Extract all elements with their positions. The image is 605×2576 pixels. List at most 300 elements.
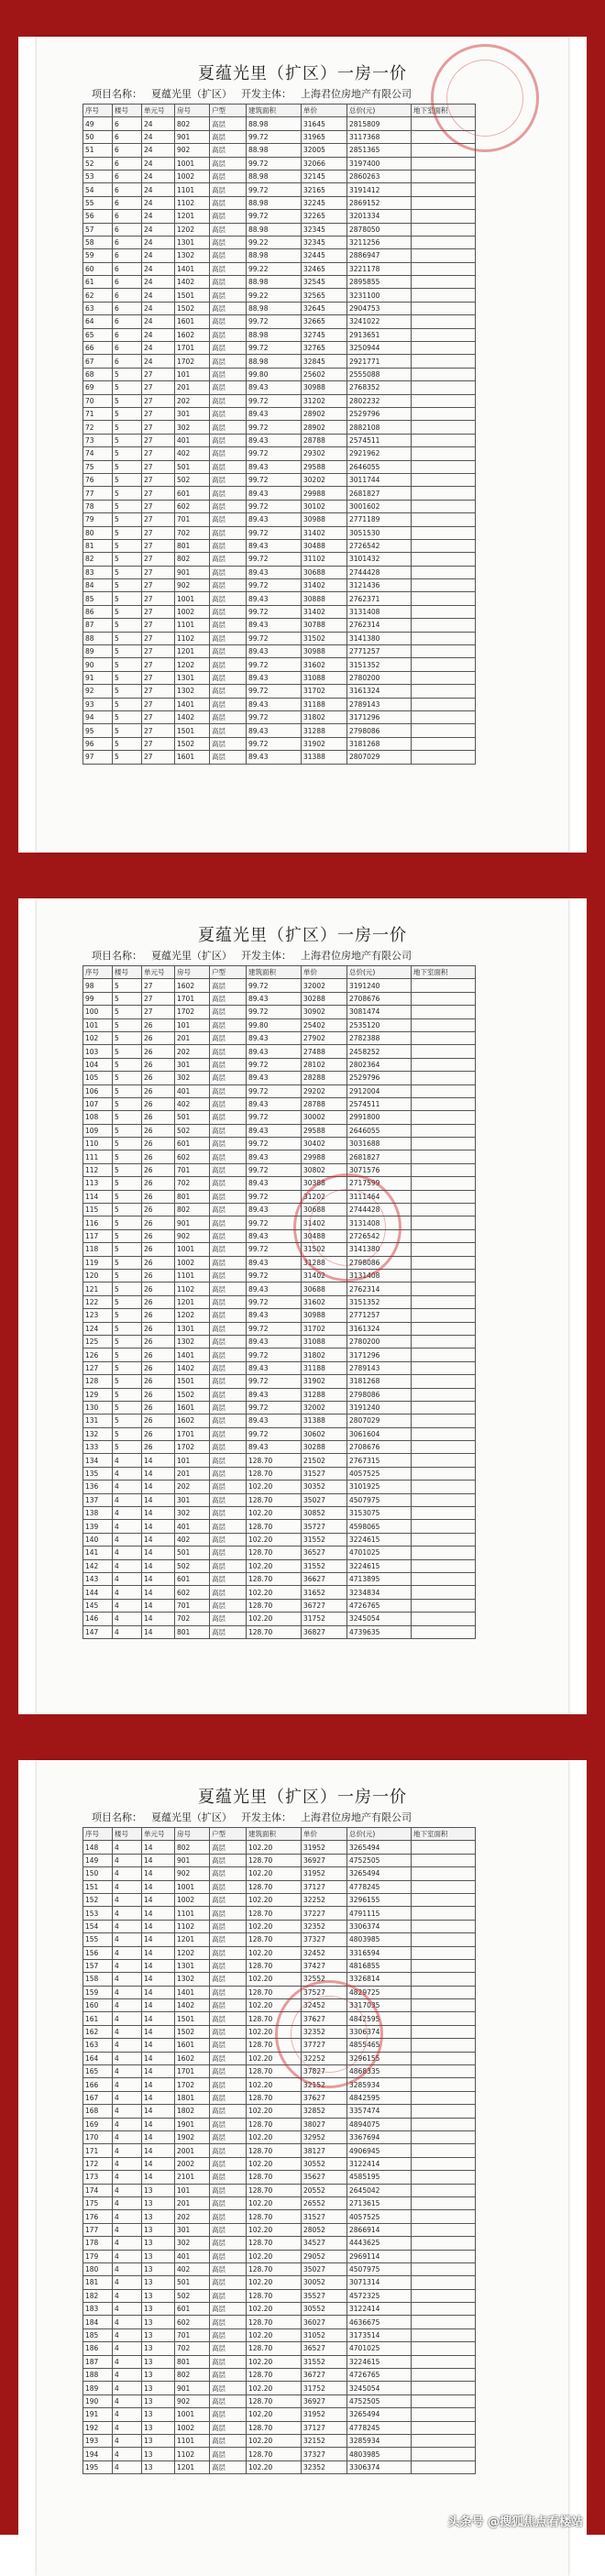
table-cell: [412, 2144, 476, 2157]
table-cell: 14: [142, 1493, 175, 1506]
table-cell: 31388: [302, 751, 347, 764]
table-cell: 27902: [302, 1031, 347, 1044]
table-row: [83, 1190, 476, 1203]
table-cell: 31288: [302, 1256, 347, 1269]
table-cell: 高层: [210, 460, 247, 473]
table-cell: 701: [175, 1163, 210, 1176]
table-cell: [412, 1481, 476, 1493]
table-cell: 161: [83, 2012, 113, 2025]
table-cell: 1501: [175, 289, 210, 302]
table-cell: 102.20: [247, 2223, 302, 2236]
table-cell: 3231100: [347, 289, 412, 302]
table-cell: 2767315: [347, 1454, 412, 1467]
table-row: [83, 992, 476, 1005]
table-cell: 102.20: [247, 2078, 302, 2091]
table-cell: 702: [175, 2342, 210, 2355]
table-cell: [412, 1138, 476, 1150]
table-cell: 高层: [210, 1295, 247, 1308]
table-cell: 3101432: [347, 553, 412, 566]
table-cell: 602: [175, 1586, 210, 1599]
table-cell: 99.72: [247, 979, 302, 992]
table-row: [83, 473, 476, 486]
table-row: [83, 2091, 476, 2104]
table-cell: 24: [142, 210, 175, 223]
table-cell: 165: [83, 2065, 113, 2078]
table-cell: [412, 157, 476, 170]
table-cell: 4894075: [347, 2118, 412, 2130]
table-cell: 122: [83, 1295, 113, 1308]
table-cell: 26: [142, 1243, 175, 1256]
table-cell: 102.20: [247, 2052, 302, 2064]
table-cell: 99.72: [247, 1269, 302, 1282]
table-cell: 1102: [175, 1282, 210, 1295]
table-cell: 128.70: [247, 1625, 302, 1638]
table-cell: 14: [142, 1867, 175, 1880]
table-row: [83, 1031, 476, 1044]
table-cell: 1201: [175, 2460, 210, 2473]
table-cell: 802: [175, 117, 210, 130]
table-cell: 29988: [302, 487, 347, 500]
table-cell: 31652: [302, 1586, 347, 1599]
table-cell: 2913651: [347, 328, 412, 341]
table-cell: 3285934: [347, 2434, 412, 2447]
table-row: [83, 394, 476, 407]
table-cell: 30988: [302, 513, 347, 526]
table-cell: 82: [83, 553, 113, 566]
table-cell: 高层: [210, 421, 247, 434]
table-cell: 101: [175, 368, 210, 380]
table-cell: 116: [83, 1216, 113, 1229]
table-cell: 89.43: [247, 698, 302, 710]
table-cell: [412, 407, 476, 420]
table-row: [83, 302, 476, 314]
table-cell: 91: [83, 671, 113, 684]
table-cell: [412, 1006, 476, 1018]
table-cell: 32005: [302, 144, 347, 157]
table-cell: 高层: [210, 2262, 247, 2275]
table-row: [83, 1441, 476, 1454]
table-row: [83, 2303, 476, 2316]
table-cell: 127: [83, 1361, 113, 1374]
table-cell: 高层: [210, 1973, 247, 1986]
table-cell: 901: [175, 1854, 210, 1866]
table-cell: 14: [142, 2065, 175, 2078]
table-cell: 2969114: [347, 2250, 412, 2262]
table-cell: 602: [175, 500, 210, 512]
table-cell: 高层: [210, 223, 247, 236]
table-cell: 802: [175, 553, 210, 566]
table-cell: [412, 2316, 476, 2328]
table-cell: 802: [175, 2369, 210, 2382]
table-cell: [412, 1493, 476, 1506]
table-cell: 24: [142, 355, 175, 368]
column-header: 建筑面积: [247, 105, 302, 117]
table-cell: 4: [113, 1481, 142, 1493]
table-cell: 128.70: [247, 2012, 302, 2025]
table-cell: 27: [142, 724, 175, 737]
table-cell: 3181268: [347, 737, 412, 750]
table-cell: 13: [142, 2250, 175, 2262]
table-cell: 5: [113, 579, 142, 592]
table-cell: 高层: [210, 2196, 247, 2209]
table-cell: 32252: [302, 2052, 347, 2064]
table-cell: [412, 1388, 476, 1401]
table-cell: [412, 1229, 476, 1242]
table-cell: 高层: [210, 1216, 247, 1229]
table-cell: 27: [142, 698, 175, 710]
table-cell: 26: [142, 1018, 175, 1031]
table-row: [83, 328, 476, 341]
table-cell: 5: [113, 592, 142, 605]
table-row: [83, 2210, 476, 2223]
table-cell: 高层: [210, 1309, 247, 1322]
table-cell: [412, 223, 476, 236]
table-cell: [412, 658, 476, 671]
table-cell: 902: [175, 2394, 210, 2407]
table-cell: 14: [142, 1854, 175, 1866]
table-cell: 37827: [302, 2065, 347, 2078]
table-cell: [412, 992, 476, 1005]
table-cell: 73: [83, 434, 113, 446]
table-cell: 3191240: [347, 979, 412, 992]
table-cell: [412, 1586, 476, 1599]
table-cell: 31402: [302, 1269, 347, 1282]
table-cell: 5: [113, 1229, 142, 1242]
table-cell: 81: [83, 539, 113, 552]
table-cell: 2726542: [347, 539, 412, 552]
table-cell: 601: [175, 1138, 210, 1150]
table-cell: 2002: [175, 2157, 210, 2170]
table-cell: 高层: [210, 751, 247, 764]
table-cell: 14: [142, 2130, 175, 2143]
table-cell: 61: [83, 276, 113, 289]
table-cell: 102.20: [247, 2025, 302, 2038]
table-cell: 802: [175, 1204, 210, 1216]
table-cell: 141: [83, 1547, 113, 1559]
table-cell: 1101: [175, 2434, 210, 2447]
table-cell: [412, 1867, 476, 1880]
table-cell: 89.43: [247, 1441, 302, 1454]
table-cell: 152: [83, 1893, 113, 1906]
table-row: [83, 368, 476, 380]
table-cell: 27: [142, 553, 175, 566]
table-cell: 31902: [302, 737, 347, 750]
table-cell: 1302: [175, 1973, 210, 1986]
table-cell: 128.70: [247, 2262, 302, 2275]
table-cell: 30988: [302, 381, 347, 394]
table-cell: 5: [113, 992, 142, 1005]
table-cell: [412, 473, 476, 486]
table-cell: 51: [83, 144, 113, 157]
table-cell: 26: [142, 1163, 175, 1176]
document-page: [37, 898, 568, 1714]
table-cell: [412, 2012, 476, 2025]
table-cell: 3151352: [347, 658, 412, 671]
table-cell: 高层: [210, 394, 247, 407]
table-cell: 502: [175, 2289, 210, 2302]
table-cell: 3296155: [347, 1893, 412, 1906]
table-cell: 89.43: [247, 1072, 302, 1084]
table-cell: 58: [83, 236, 113, 248]
table-cell: 801: [175, 1625, 210, 1638]
table-cell: 28288: [302, 1072, 347, 1084]
table-cell: 高层: [210, 1547, 247, 1559]
table-cell: 高层: [210, 1058, 247, 1071]
table-cell: [412, 144, 476, 157]
table-cell: 4057525: [347, 2210, 412, 2223]
table-cell: [412, 2091, 476, 2104]
table-cell: 30688: [302, 1204, 347, 1216]
table-cell: 高层: [210, 592, 247, 605]
column-header: 楼号: [113, 1828, 142, 1841]
table-cell: 高层: [210, 2328, 247, 2341]
table-cell: 102.20: [247, 2460, 302, 2473]
table-cell: 高层: [210, 671, 247, 684]
table-cell: 高层: [210, 1084, 247, 1097]
table-cell: 1002: [175, 605, 210, 618]
table-cell: 89.43: [247, 1335, 302, 1348]
table-cell: 142: [83, 1559, 113, 1572]
table-cell: 14: [142, 1841, 175, 1854]
table-row: [83, 1256, 476, 1269]
table-cell: 72: [83, 421, 113, 434]
table-cell: 102.20: [247, 2105, 302, 2118]
table-cell: 99.72: [247, 1427, 302, 1440]
table-cell: 32002: [302, 1401, 347, 1414]
table-cell: 32565: [302, 289, 347, 302]
table-row: [83, 1229, 476, 1242]
table-cell: 5: [113, 1401, 142, 1414]
table-row: [83, 500, 476, 512]
table-cell: 31052: [302, 2328, 347, 2341]
table-cell: [412, 751, 476, 764]
table-cell: 174: [83, 2184, 113, 2196]
table-cell: 30552: [302, 2303, 347, 2316]
table-cell: 99.72: [247, 157, 302, 170]
table-cell: 103: [83, 1045, 113, 1058]
column-header: 建筑面积: [247, 966, 302, 979]
table-cell: 1802: [175, 2105, 210, 2118]
table-cell: [412, 2369, 476, 2382]
table-cell: [412, 1124, 476, 1137]
table-cell: 高层: [210, 210, 247, 223]
table-cell: [412, 1999, 476, 2012]
table-cell: 89.43: [247, 1177, 302, 1190]
table-cell: 4572325: [347, 2289, 412, 2302]
table-cell: 89.43: [247, 645, 302, 658]
project-info-developer-label: 开发主体：: [241, 1811, 292, 1823]
table-cell: 30688: [302, 1282, 347, 1295]
table-cell: 1202: [175, 1309, 210, 1322]
table-cell: 89.43: [247, 1256, 302, 1269]
table-cell: 88.98: [247, 302, 302, 314]
table-cell: 189: [83, 2382, 113, 2394]
table-cell: 1301: [175, 1322, 210, 1335]
table-cell: 高层: [210, 1072, 247, 1084]
table-cell: 5: [113, 685, 142, 698]
table-cell: 67: [83, 355, 113, 368]
table-cell: 高层: [210, 1243, 247, 1256]
table-cell: 6: [113, 117, 142, 130]
table-cell: 4: [113, 1841, 142, 1854]
project-info-project-label: 项目名称：: [92, 1811, 142, 1823]
table-cell: 3285934: [347, 2078, 412, 2091]
project-info: [92, 948, 568, 962]
table-cell: 29588: [302, 1124, 347, 1137]
table-cell: 高层: [210, 236, 247, 248]
table-cell: 32252: [302, 1893, 347, 1906]
table-row: [83, 1072, 476, 1084]
table-cell: 高层: [210, 1190, 247, 1203]
table-cell: [412, 1309, 476, 1322]
table-cell: 高层: [210, 1893, 247, 1906]
table-cell: 高层: [210, 1454, 247, 1467]
table-cell: 3131408: [347, 1216, 412, 1229]
table-cell: 102.20: [247, 1999, 302, 2012]
table-cell: 1502: [175, 302, 210, 314]
table-row: [83, 117, 476, 130]
table-cell: 30002: [302, 1111, 347, 1124]
table-row: [83, 1586, 476, 1599]
table-row: [83, 1986, 476, 1998]
table-cell: 高层: [210, 1335, 247, 1348]
table-cell: 202: [175, 394, 210, 407]
table-cell: 602: [175, 1150, 210, 1163]
table-cell: 1601: [175, 315, 210, 328]
table-cell: 高层: [210, 2012, 247, 2025]
table-cell: 26: [142, 1256, 175, 1269]
table-cell: [412, 710, 476, 723]
table-cell: 14: [142, 1599, 175, 1612]
table-cell: 31602: [302, 1295, 347, 1308]
table-cell: 3011744: [347, 473, 412, 486]
column-header: 地下室面积: [412, 105, 476, 117]
table-cell: [412, 724, 476, 737]
table-cell: 5: [113, 737, 142, 750]
table-cell: [412, 1216, 476, 1229]
table-cell: 108: [83, 1111, 113, 1124]
table-cell: 27: [142, 473, 175, 486]
table-cell: [412, 2328, 476, 2341]
table-row: [83, 1880, 476, 1893]
table-cell: 4: [113, 2223, 142, 2236]
table-cell: 76: [83, 473, 113, 486]
table-cell: [412, 1599, 476, 1612]
table-cell: 153: [83, 1907, 113, 1920]
table-cell: [412, 1204, 476, 1216]
table-cell: 30988: [302, 1309, 347, 1322]
table-cell: 1401: [175, 698, 210, 710]
table-cell: 128.70: [247, 1854, 302, 1866]
table-cell: 高层: [210, 2118, 247, 2130]
table-cell: 高层: [210, 1427, 247, 1440]
table-cell: 21502: [302, 1454, 347, 1467]
table-cell: 99.72: [247, 473, 302, 486]
table-cell: 4: [113, 1572, 142, 1585]
table-cell: 2815809: [347, 117, 412, 130]
table-cell: 128.70: [247, 1467, 302, 1480]
table-cell: 13: [142, 2382, 175, 2394]
table-cell: 高层: [210, 2276, 247, 2289]
table-cell: 88.98: [247, 276, 302, 289]
table-cell: 24: [142, 342, 175, 355]
table-cell: 高层: [210, 2421, 247, 2434]
table-cell: 27488: [302, 1045, 347, 1058]
table-cell: 2458252: [347, 1045, 412, 1058]
table-cell: 5: [113, 394, 142, 407]
table-row: [83, 710, 476, 723]
table-cell: 99.72: [247, 394, 302, 407]
column-header: 户型: [210, 1828, 247, 1841]
table-cell: 高层: [210, 2316, 247, 2328]
table-cell: 102.20: [247, 1507, 302, 1520]
table-cell: 13: [142, 2223, 175, 2236]
table-cell: 128.70: [247, 1880, 302, 1893]
watermark-text: 头条号 @搜狐焦点看楼站: [447, 2512, 583, 2529]
table-cell: 89.43: [247, 724, 302, 737]
table-cell: 4: [113, 1986, 142, 1998]
table-cell: 37627: [302, 2012, 347, 2025]
table-cell: 146: [83, 1613, 113, 1625]
table-cell: 84: [83, 579, 113, 592]
table-cell: 高层: [210, 2289, 247, 2302]
table-cell: 3221178: [347, 262, 412, 275]
table-cell: 159: [83, 1986, 113, 1998]
table-cell: 27: [142, 979, 175, 992]
table-cell: 3245054: [347, 2382, 412, 2394]
table-cell: 2646055: [347, 1124, 412, 1137]
table-cell: 102.20: [247, 1973, 302, 1986]
table-cell: 99.72: [247, 130, 302, 143]
table-cell: 4752505: [347, 2394, 412, 2407]
table-cell: 高层: [210, 262, 247, 275]
table-cell: 26: [142, 1295, 175, 1308]
table-cell: 140: [83, 1533, 113, 1546]
table-row: [83, 1533, 476, 1546]
table-cell: 27: [142, 1006, 175, 1018]
table-cell: 178: [83, 2237, 113, 2250]
table-cell: 102.20: [247, 1920, 302, 1932]
table-row: [83, 751, 476, 764]
table-cell: 27: [142, 500, 175, 512]
table-cell: 99.72: [247, 342, 302, 355]
table-cell: 2555088: [347, 368, 412, 380]
table-cell: 26: [142, 1282, 175, 1295]
table-cell: 102.20: [247, 1841, 302, 1854]
table-cell: 高层: [210, 724, 247, 737]
table-cell: 26: [142, 1427, 175, 1440]
table-cell: 1602: [175, 1415, 210, 1427]
table-cell: 31388: [302, 1415, 347, 1427]
table-row: [83, 2434, 476, 2447]
table-cell: 102.20: [247, 2408, 302, 2421]
table-row: [83, 1309, 476, 1322]
table-cell: 6: [113, 157, 142, 170]
table-cell: 24: [142, 315, 175, 328]
table-cell: 4: [113, 2262, 142, 2275]
table-cell: 31752: [302, 1613, 347, 1625]
table-cell: 36527: [302, 2342, 347, 2355]
table-cell: 402: [175, 1097, 210, 1110]
table-cell: 27: [142, 751, 175, 764]
table-cell: 30402: [302, 1138, 347, 1150]
table-cell: 32352: [302, 2460, 347, 2473]
table-row: [83, 2171, 476, 2184]
table-cell: 93: [83, 698, 113, 710]
table-cell: 4701025: [347, 2342, 412, 2355]
table-cell: 37427: [302, 1959, 347, 1972]
table-cell: 88.98: [247, 223, 302, 236]
